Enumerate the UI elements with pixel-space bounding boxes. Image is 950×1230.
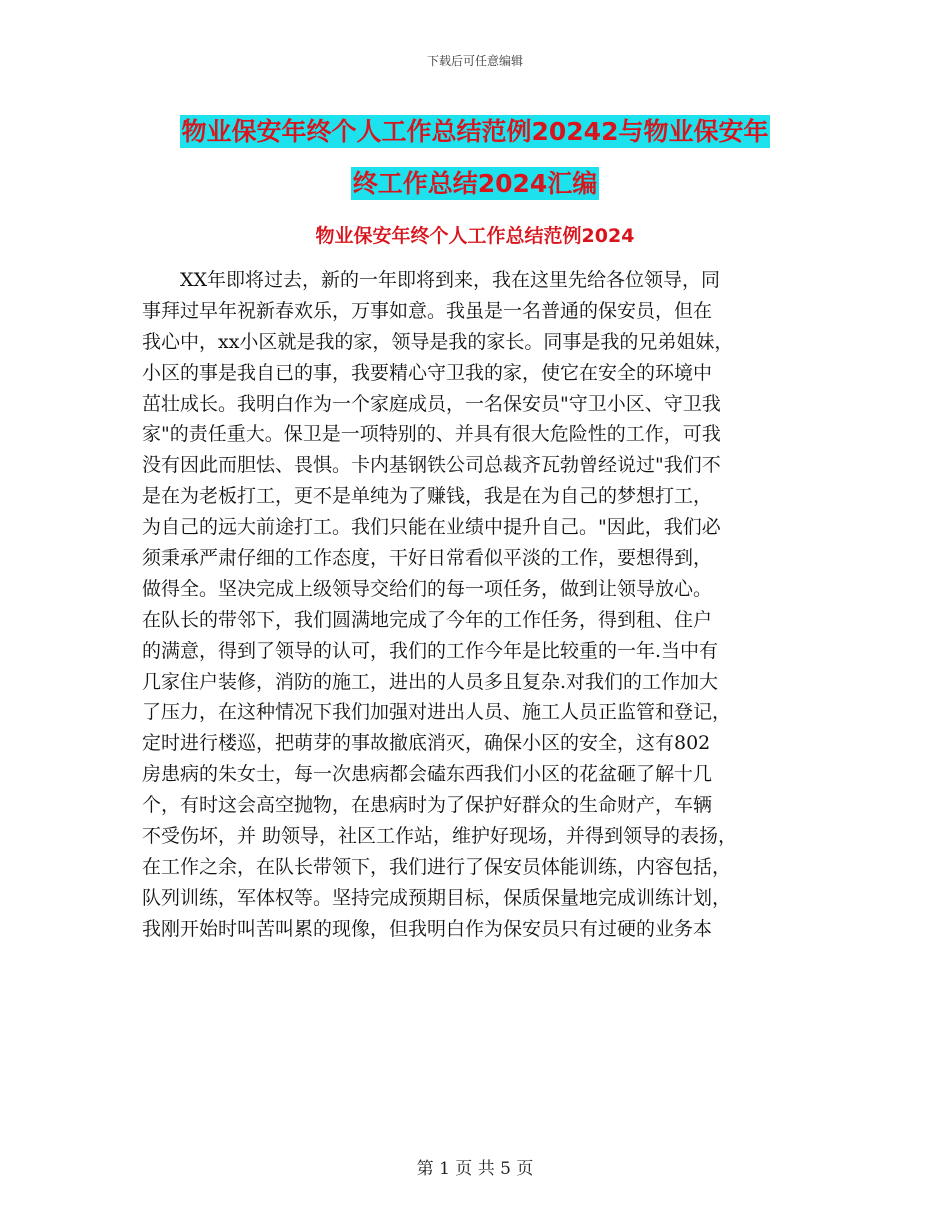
section-title: 物业保安年终个人工作总结范例2024 xyxy=(315,225,635,247)
body-line: 是在为老板打工，更不是单纯为了赚钱，我是在为自己的梦想打工， xyxy=(142,485,713,508)
body-line: 做得全。坚决完成上级领导交给们的每一项任务，做到让领导放心。 xyxy=(142,577,713,600)
body-line: 我心中，xx小区就是我的家，领导是我的家长。同事是我的兄弟姐妹， xyxy=(142,330,734,353)
body-line: 在队长的带邻下，我们圆满地完成了今年的工作任务，得到租、住户 xyxy=(142,608,713,631)
body-line: 没有因此而胆怯、畏惧。卡内基钢铁公司总裁齐瓦勃曾经说过"我们不 xyxy=(142,454,721,477)
body-line: 几家住户装修，消防的施工，进出的人员多且复杂.对我们的工作加大 xyxy=(142,670,719,693)
body-line: 队列训练，军体权等。坚持完成预期目标，保质保量地完成训练计划， xyxy=(142,886,732,909)
body-line: XX年即将过去，新的一年即将到来，我在这里先给各位领导，同 xyxy=(142,269,721,291)
body-line: 了压力，在这种情况下我们加强对进出人员、施工人员正监管和登记， xyxy=(142,701,732,724)
body-line: 个，有时这会高空抛物，在患病时为了保护好群众的生命财产，车辆 xyxy=(142,794,713,817)
body-paragraph xyxy=(142,265,810,945)
body-line: 不受伤坏，并 助领导，社区工作站，维护好现场，并得到领导的表扬， xyxy=(142,825,738,848)
body-line: 小区的事是我自已的事，我要精心守卫我的家，使它在安全的环境中 xyxy=(142,361,713,384)
body-line: 须秉承严肃仔细的工作态度，干好日常看似平淡的工作，要想得到， xyxy=(142,547,713,570)
main-title xyxy=(90,106,860,210)
body-line: 定时进行楼巡，把萌芽的事故撤底消灭，确保小区的安全，这有802 xyxy=(142,732,711,755)
body-line: 在工作之余，在队长带领下，我们进行了保安员体能训练，内容包括， xyxy=(142,855,732,878)
main-title-line1: 物业保安年终个人工作总结范例20242与物业保安年 xyxy=(181,117,769,146)
body-line: 为自己的远大前途打工。我们只能在业绩中提升自己。"因此，我们必 xyxy=(142,516,721,539)
page-footer: 第 1 页 共 5 页 xyxy=(416,1159,534,1179)
body-line: 茁壮成长。我明白作为一个家庭成员，一名保安员"守卫小区、守卫我 xyxy=(142,392,721,415)
body-line: 房患病的朱女士，每一次患病都会磕东西我们小区的花盆砸了解十几 xyxy=(142,763,713,786)
body-line: 的满意，得到了领导的认可，我们的工作今年是比较重的一年.当中有 xyxy=(142,639,719,662)
main-title-line2: 终工作总结2024汇编 xyxy=(352,169,598,198)
body-line: 家"的责任重大。保卫是一项特别的、并具有很大危险性的工作，可我 xyxy=(142,423,721,446)
body-line: 我刚开始时叫苦叫累的现像，但我明白作为保安员只有过硬的业务本 xyxy=(142,917,713,940)
header-note: 下载后可任意编辑 xyxy=(426,54,523,68)
body-line: 事拜过早年祝新春欢乐，万事如意。我虽是一名普通的保安员，但在 xyxy=(142,299,713,322)
